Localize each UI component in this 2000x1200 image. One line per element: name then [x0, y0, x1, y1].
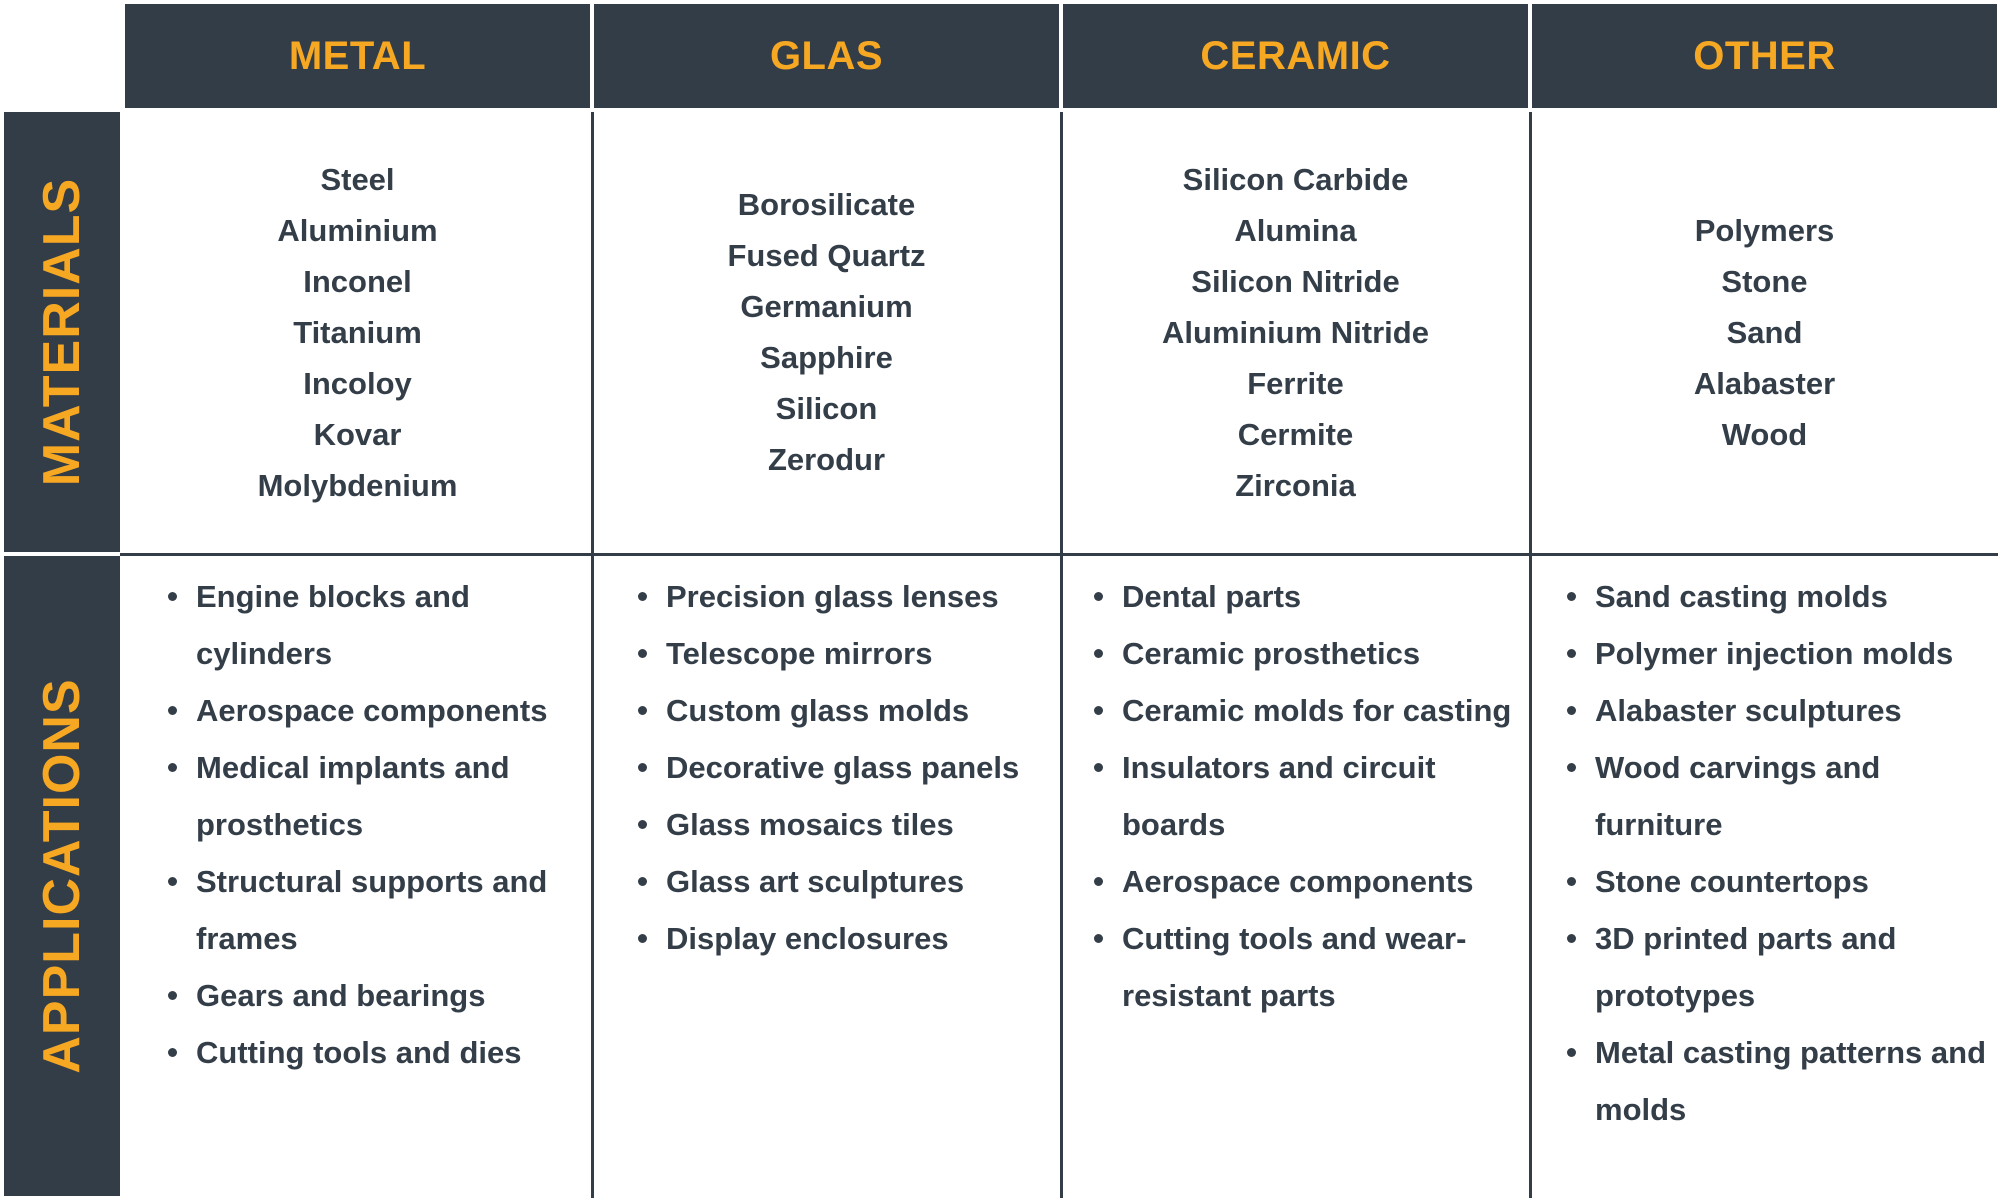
materials-list-ceramic	[1162, 154, 1429, 511]
materials-cell-metal	[125, 112, 590, 552]
material-item: Ferrite	[1247, 365, 1344, 401]
material-item: Kovar	[313, 416, 402, 452]
applications-cell-ceramic	[1092, 568, 1512, 1188]
application-item: Display enclosures	[636, 910, 1051, 967]
column-header-label: GLAS	[769, 33, 884, 78]
material-item: Silicon Carbide	[1182, 161, 1409, 197]
application-item: Dental parts	[1092, 568, 1512, 625]
material-item: Zerodur	[767, 442, 886, 477]
material-item: Aluminium	[277, 212, 438, 248]
application-item: Precision glass lenses	[636, 568, 1051, 625]
material-item: Incoloy	[303, 365, 412, 401]
application-item: Aerospace components	[1092, 853, 1512, 910]
material-item: Zirconia	[1235, 467, 1356, 503]
application-item: Gears and bearings	[166, 967, 571, 1024]
application-item: Cutting tools and wear-resistant parts	[1092, 910, 1512, 1024]
applications-list-ceramic	[1092, 568, 1512, 1024]
application-item: Ceramic molds for casting	[1092, 682, 1512, 739]
material-item: Fused Quartz	[727, 238, 926, 273]
material-item: Borosilicate	[737, 187, 916, 222]
application-item: Decorative glass panels	[636, 739, 1051, 796]
material-item: Silicon	[775, 391, 878, 426]
application-item: Metal casting patterns and molds	[1565, 1024, 1990, 1138]
applications-list-glas	[636, 568, 1051, 967]
material-item: Germanium	[740, 289, 913, 324]
applications-cell-other	[1565, 568, 1990, 1188]
applications-cell-metal	[166, 568, 571, 1188]
application-item: Telescope mirrors	[636, 625, 1051, 682]
column-header-other	[1532, 4, 1997, 108]
material-item: Sand	[1726, 314, 1803, 350]
column-header-label: METAL	[288, 33, 427, 78]
application-item: Polymer injection molds	[1565, 625, 1990, 682]
application-item: Custom glass molds	[636, 682, 1051, 739]
application-item: Alabaster sculptures	[1565, 682, 1990, 739]
material-item: Alabaster	[1693, 365, 1836, 401]
material-item: Cermite	[1237, 416, 1354, 452]
materials-list-glas	[727, 179, 925, 485]
application-item: Ceramic prosthetics	[1092, 625, 1512, 682]
application-item: Structural supports and frames	[166, 853, 571, 967]
material-item: Titanium	[293, 314, 422, 350]
material-item: Steel	[320, 161, 395, 197]
material-item: Silicon Nitride	[1191, 263, 1400, 299]
application-item: Wood carvings and furniture	[1565, 739, 1990, 853]
applications-list-other	[1565, 568, 1990, 1138]
application-item: Aerospace components	[166, 682, 571, 739]
column-header-label: CERAMIC	[1200, 33, 1391, 78]
column-header-label: OTHER	[1693, 33, 1836, 78]
material-item: Molybdenium	[257, 467, 458, 503]
material-item: Polymers	[1694, 212, 1835, 248]
application-item: Sand casting molds	[1565, 568, 1990, 625]
application-item: Engine blocks and cylinders	[166, 568, 571, 682]
material-item: Sapphire	[760, 340, 893, 375]
applications-cell-glas	[636, 568, 1051, 1188]
application-item: Cutting tools and dies	[166, 1024, 571, 1081]
application-item: Stone countertops	[1565, 853, 1990, 910]
application-item: 3D printed parts and prototypes	[1565, 910, 1990, 1024]
materials-cell-other	[1532, 112, 1997, 552]
application-item: Insulators and circuit boards	[1092, 739, 1512, 853]
materials-list-other	[1694, 205, 1835, 460]
application-item: Medical implants and prosthetics	[166, 739, 571, 853]
material-item: Aluminium Nitride	[1162, 314, 1429, 350]
row-header-label: MATERIALS	[33, 177, 91, 487]
application-item: Glass mosaics tiles	[636, 796, 1051, 853]
row-header-materials	[4, 112, 120, 552]
column-header-ceramic	[1063, 4, 1528, 108]
materials-cell-ceramic	[1063, 112, 1528, 552]
material-item: Wood	[1721, 416, 1808, 452]
material-item: Inconel	[303, 263, 412, 299]
row-divider	[120, 553, 1998, 556]
column-header-glas	[594, 4, 1059, 108]
applications-list-metal	[166, 568, 571, 1081]
row-header-applications	[4, 556, 120, 1196]
material-item: Stone	[1721, 263, 1808, 299]
materials-list-metal	[258, 154, 458, 511]
application-item: Glass art sculptures	[636, 853, 1051, 910]
row-header-label: APPLICATIONS	[33, 678, 91, 1074]
materials-cell-glas	[594, 112, 1059, 552]
material-item: Alumina	[1234, 212, 1357, 248]
column-header-metal	[125, 4, 590, 108]
